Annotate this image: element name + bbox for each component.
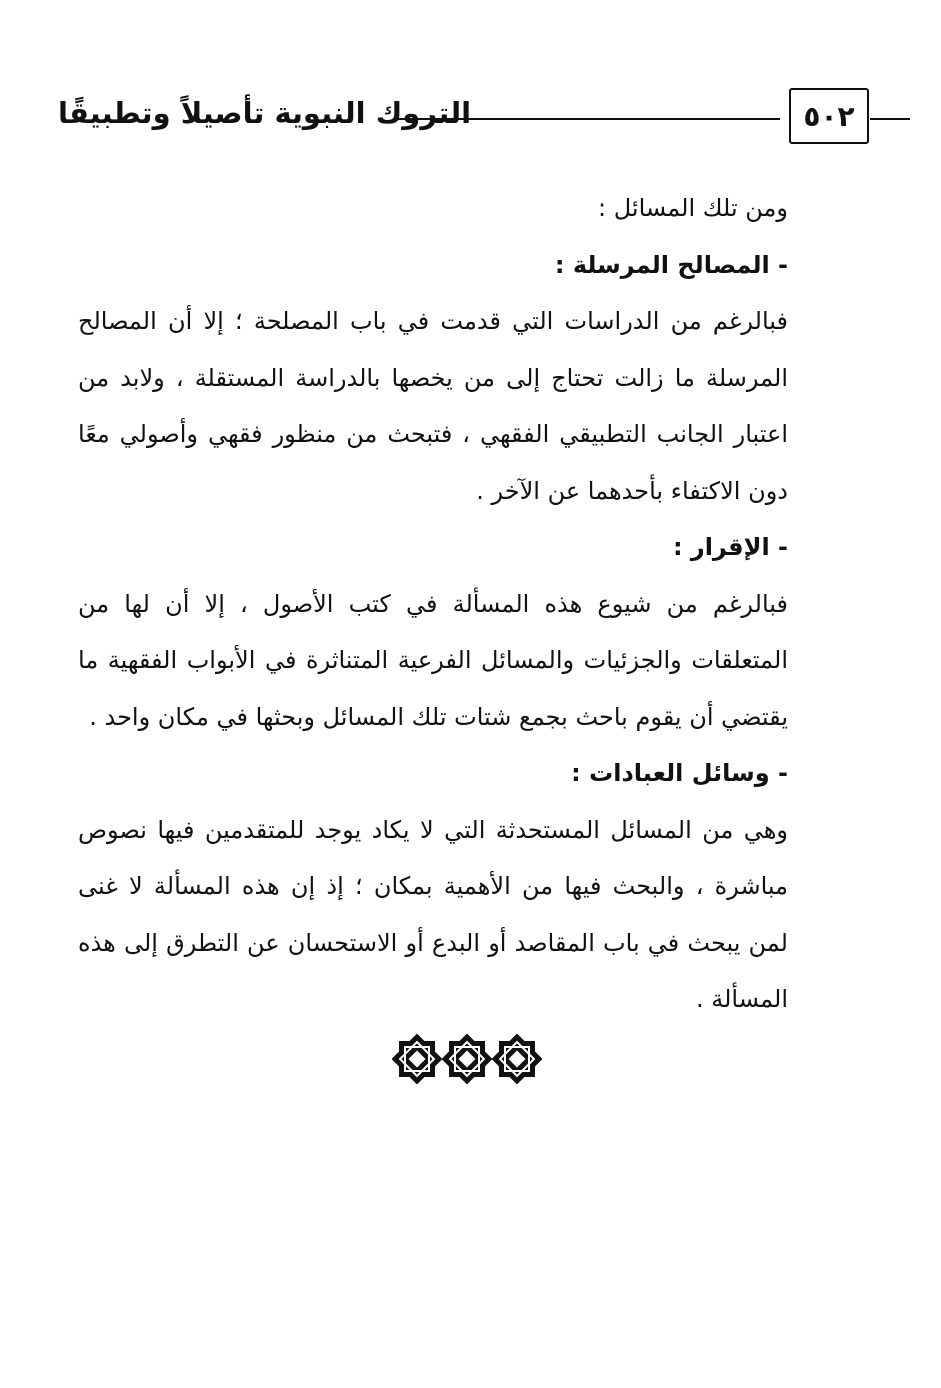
section-heading-wasail: - وسائل العبادات :	[571, 759, 788, 787]
book-title: التروك النبوية تأصيلاً وتطبيقًا	[58, 96, 472, 130]
header-rule-end	[870, 118, 910, 120]
intro-line: ومن تلك المسائل :	[598, 194, 788, 222]
section-heading-iqrar: - الإقرار :	[672, 533, 788, 561]
header-rule	[396, 118, 780, 120]
running-header	[58, 88, 855, 150]
three-star-ornament-icon	[392, 1034, 542, 1084]
page-number: ٥٠٢	[789, 88, 869, 144]
paragraph-wasail: وهي من المسائل المستحدثة التي لا يكاد يوجد للمتقدمين فيها نصوص مباشرة ، والبحث فيها من الأهمية بمكان ؛ إذ إن هذه المسألة لا غنى لمن يبحث في باب المقاصد أو البدع أو الاستحسان عن التطرق إلى هذه المسألة .	[78, 815, 788, 1013]
paragraph-iqrar: فبالرغم من شيوع هذه المسألة في كتب الأصول ، إلا أن لها من المتعلقات والجزئيات والمسائل الفرعية المتناثرة في الأبواب الفقهية ما يقتضي أن يقوم باحث بجمع شتات تلك المسائل وبحثها في مكان واحد .	[78, 589, 788, 731]
section-heading-masalih: - المصالح المرسلة :	[554, 250, 788, 279]
paragraph-masalih: فبالرغم من الدراسات التي قدمت في باب المصلحة ؛ إلا أن المصالح المرسلة ما زالت تحتاج إلى من يخصها بالدراسة المستقلة ، ولابد من اعتبار الجانب التطبيقي الفقهي ، فتبحث من منظور فقهي وأصولي معًا دون الاكتفاء بأحدهما عن الآخر .	[78, 307, 788, 505]
page-body	[78, 180, 846, 1028]
